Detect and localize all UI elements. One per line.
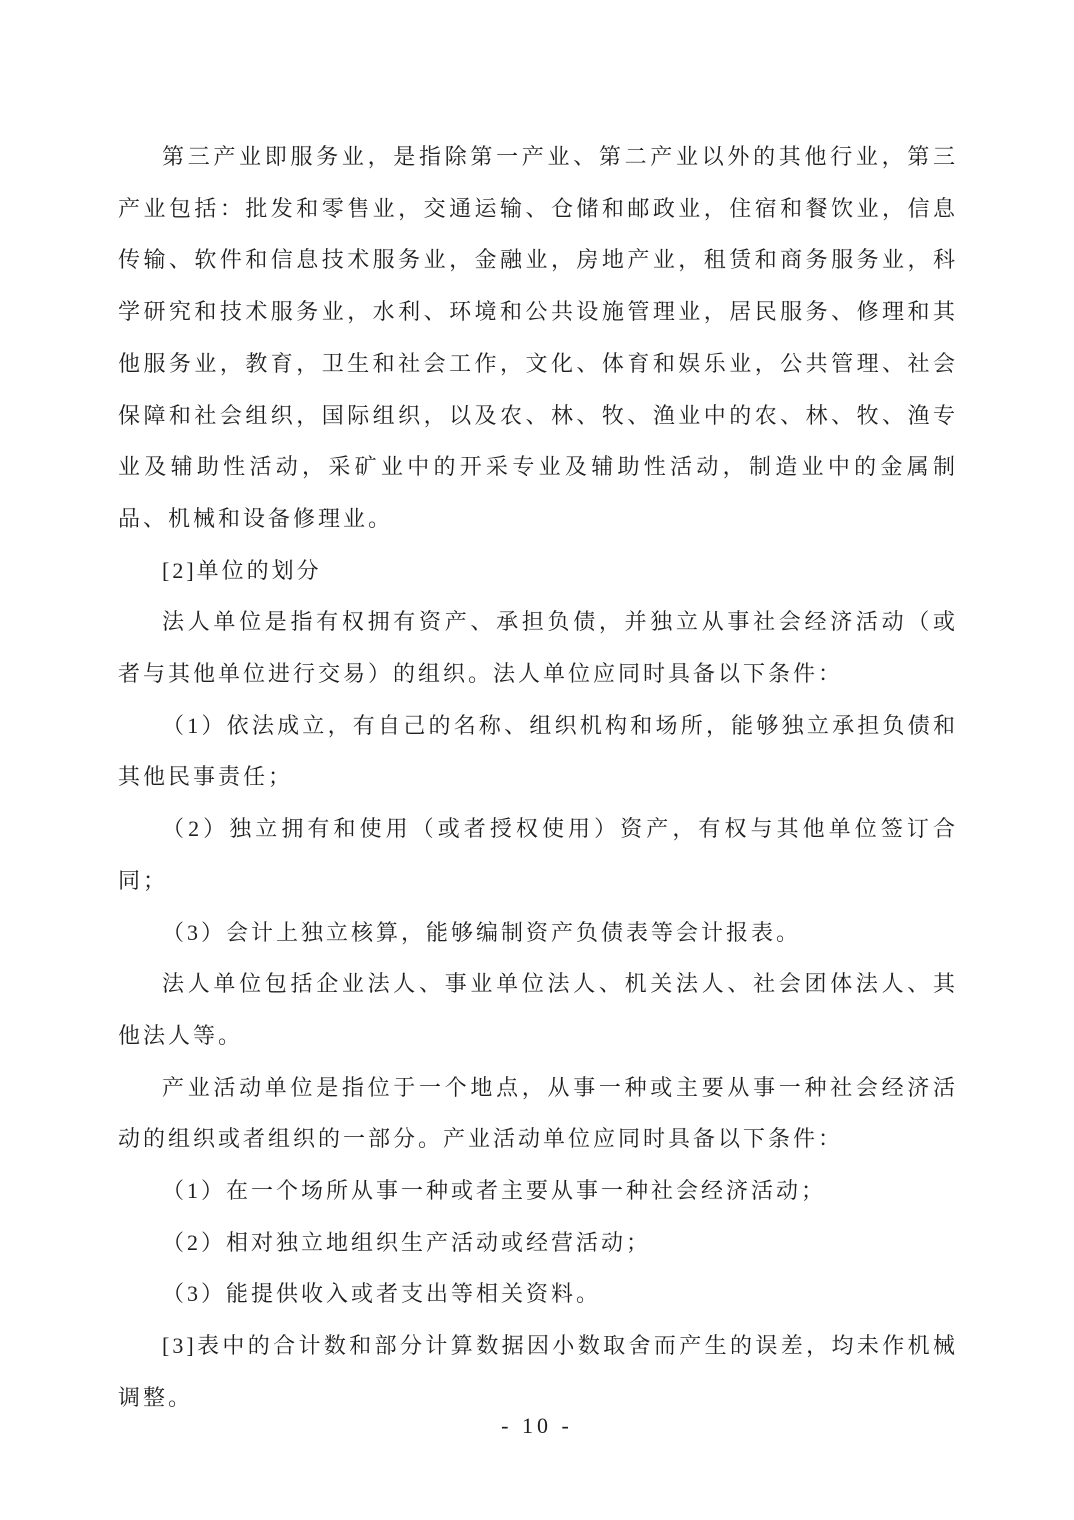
page-number: - 10 - <box>501 1413 573 1438</box>
paragraph-legal-unit-condition-3: （3）会计上独立核算，能够编制资产负债表等会计报表。 <box>162 919 802 945</box>
paragraph-activity-unit-condition-3: （3）能提供收入或者支出等相关资料。 <box>162 1281 602 1307</box>
paragraph-note3-rounding: [3]表中的合计数和部分计算数据因小数取舍而产生的误差，均未作机械调整。 <box>118 1333 958 1410</box>
document-body <box>118 131 958 1424</box>
paragraph-activity-unit-condition-2: （2）相对独立地组织生产活动或经营活动； <box>162 1229 652 1255</box>
paragraph-legal-unit-condition-1: （1）依法成立，有自己的名称、组织机构和场所，能够独立承担负债和其他民事责任； <box>118 712 958 790</box>
paragraph-legal-unit-types: 法人单位包括企业法人、事业单位法人、机关法人、社会团体法人、其他法人等。 <box>118 971 958 1048</box>
paragraph-legal-unit-definition: 法人单位是指有权拥有资产、承担负债，并独立从事社会经济活动（或者与其他单位进行交易）的组织。法人单位应同时具备以下条件： <box>118 609 958 687</box>
paragraph-note2-heading: [2]单位的划分 <box>162 557 322 583</box>
paragraph-activity-unit-definition: 产业活动单位是指位于一个地点，从事一种或主要从事一种社会经济活动的组织或者组织的一部分。产业活动单位应同时具备以下条件： <box>118 1074 958 1152</box>
paragraph-legal-unit-condition-2: （2）独立拥有和使用（或者授权使用）资产，有权与其他单位签订合同； <box>118 816 958 893</box>
paragraph-tertiary-industry: 第三产业即服务业，是指除第一产业、第二产业以外的其他行业，第三产业包括：批发和零售业，交通运输、仓储和邮政业，住宿和餐饮业，信息传输、软件和信息技术服务业，金融业，房地产业，租赁和商务服务业，科学研究和技术服务业，水利、环境和公共设施管理业，居民服务、修理和其他服务业，教育，卫生和社会工作，文化、体育和娱乐业，公共管理、社会保障和社会组织，国际组织，以及农、林、牧、渔业中的农、林、牧、渔专业及辅助性活动，采矿业中的开采专业及辅助性活动，制造业中的金属制品、机械和设备修理业。 <box>118 144 958 531</box>
paragraph-activity-unit-condition-1: （1）在一个场所从事一种或者主要从事一种社会经济活动； <box>162 1178 827 1204</box>
